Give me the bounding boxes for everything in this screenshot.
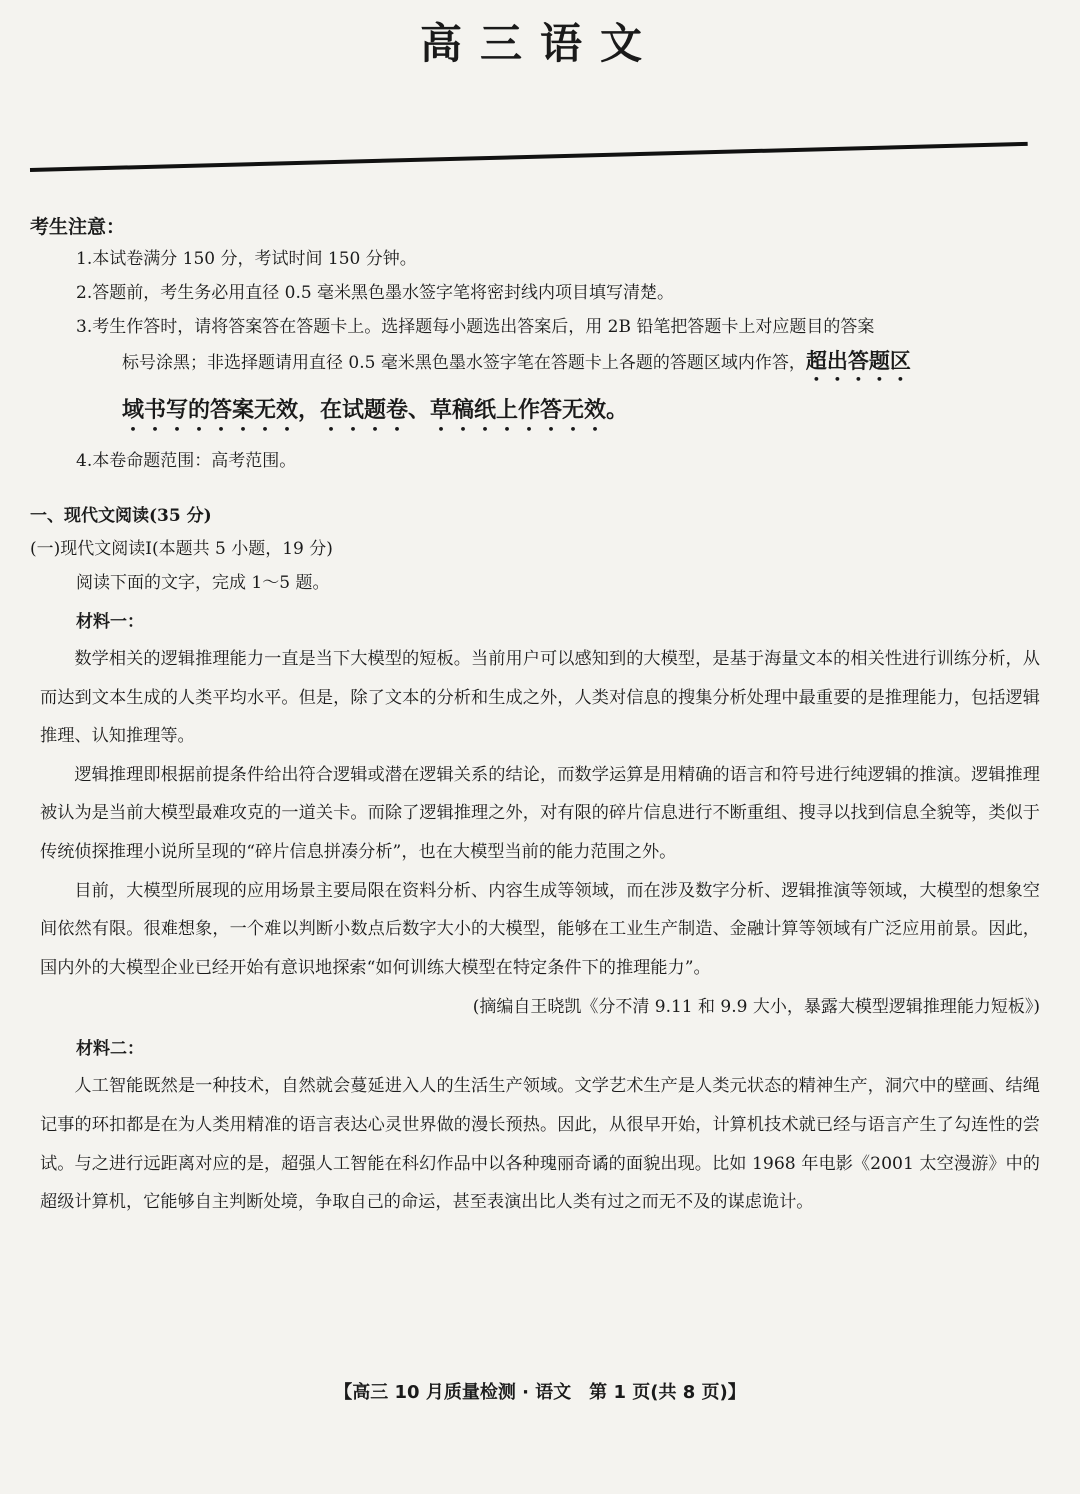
reading-section	[30, 500, 1040, 1222]
sub-section-heading: (一)现代文阅读Ⅰ(本题共 5 小题，19 分)	[30, 539, 333, 559]
notice-item-3-line-2	[122, 344, 1040, 386]
header-divider	[30, 142, 1028, 172]
page-title: 高三语文	[419, 19, 660, 68]
notice-item-3-line-3	[122, 386, 1040, 436]
page-footer: 【高三 10 月质量检测 · 语文 第 1 页(共 8 页)】	[334, 1382, 746, 1403]
material-1-paragraph-2: 逻辑推理即根据前提条件给出符合逻辑或潜在逻辑关系的结论，而数学运算是用精确的语言和符号进行纯逻辑的推演。逻辑推理被认为是当前大模型最难攻克的一道关卡。而除了逻辑推理之外，对有限的碎片信息进行不断重组、搜寻以找到信息全貌等，类似于传统侦探推理小说所呈现的“碎片信息拼凑分析”，也在大模型当前的能力范围之外。	[40, 764, 1040, 862]
notice-item-3-plain: 标号涂黑；非选择题请用直径 0.5 毫米黑色墨水签字笔在答题卡上各题的答题区域内作答，	[122, 353, 806, 373]
material-1-label: 材料一：	[76, 612, 144, 632]
material-2-paragraph-1: 人工智能既然是一种技术，自然就会蔓延进入人的生活生产领域。文学艺术生产是人类元状态的精神生产，洞穴中的壁画、结绳记事的环扣都是在为人类用精准的语言表达心灵世界做的漫长预热。因此，从很早开始，计算机技术就已经与语言产生了勾连性的尝试。与之进行远距离对应的是，超强人工智能在科幻作品中以各种瑰丽奇谲的面貌出现。比如 1968 年电影《2001 太空漫游》中的超级计算机，它能够自主判断处境，争取自己的命运，甚至表演出比人类有过之而无不及的谋虑诡计。	[40, 1076, 1040, 1213]
notice-item-4: 4.本卷命题范围：高考范围。	[76, 451, 297, 471]
section-heading: 一、现代文阅读(35 分)	[30, 506, 212, 526]
notice-item-3-emphasis-2: 域书写的答案无效，在试题卷、草稿纸上作答无效。	[122, 398, 629, 423]
notice-item-3-line-1: 3.考生作答时，请将答案答在答题卡上。选择题每小题选出答案后，用 2B 铅笔把答题卡上对应题目的答案	[76, 317, 875, 337]
notice-item-2: 2.答题前，考生务必用直径 0.5 毫米黑色墨水签字笔将密封线内项目填写清楚。	[76, 283, 675, 303]
material-1-source: (摘编自王晓凯《分不清 9.11 和 9.9 大小，暴露大模型逻辑推理能力短板》)	[472, 997, 1040, 1018]
notice-item-1: 1.本试卷满分 150 分，考试时间 150 分钟。	[76, 249, 417, 269]
material-1-paragraph-1: 数学相关的逻辑推理能力一直是当下大模型的短板。当前用户可以感知到的大模型，是基于海量文本的相关性进行训练分析，从而达到文本生成的人类平均水平。但是，除了文本的分析和生成之外，人类对信息的搜集分析处理中最重要的是推理能力，包括逻辑推理、认知推理等。	[40, 649, 1040, 747]
exam-notice	[30, 212, 1040, 478]
instruction: 阅读下面的文字，完成 1～5 题。	[76, 573, 330, 593]
notice-heading: 考生注意：	[30, 216, 126, 238]
material-1-paragraph-3: 目前，大模型所展现的应用场景主要局限在资料分析、内容生成等领域，而在涉及数字分析、逻辑推演等领域，大模型的想象空间依然有限。很难想象，一个难以判断小数点后数字大小的大模型，能够在工业生产制造、金融计算等领域有广泛应用前景。因此，国内外的大模型企业已经开始有意识地探索“如何训练大模型在特定条件下的推理能力”。	[40, 880, 1040, 978]
material-2-label: 材料二：	[76, 1039, 144, 1060]
notice-item-3-emphasis: 超出答题区	[805, 349, 911, 373]
